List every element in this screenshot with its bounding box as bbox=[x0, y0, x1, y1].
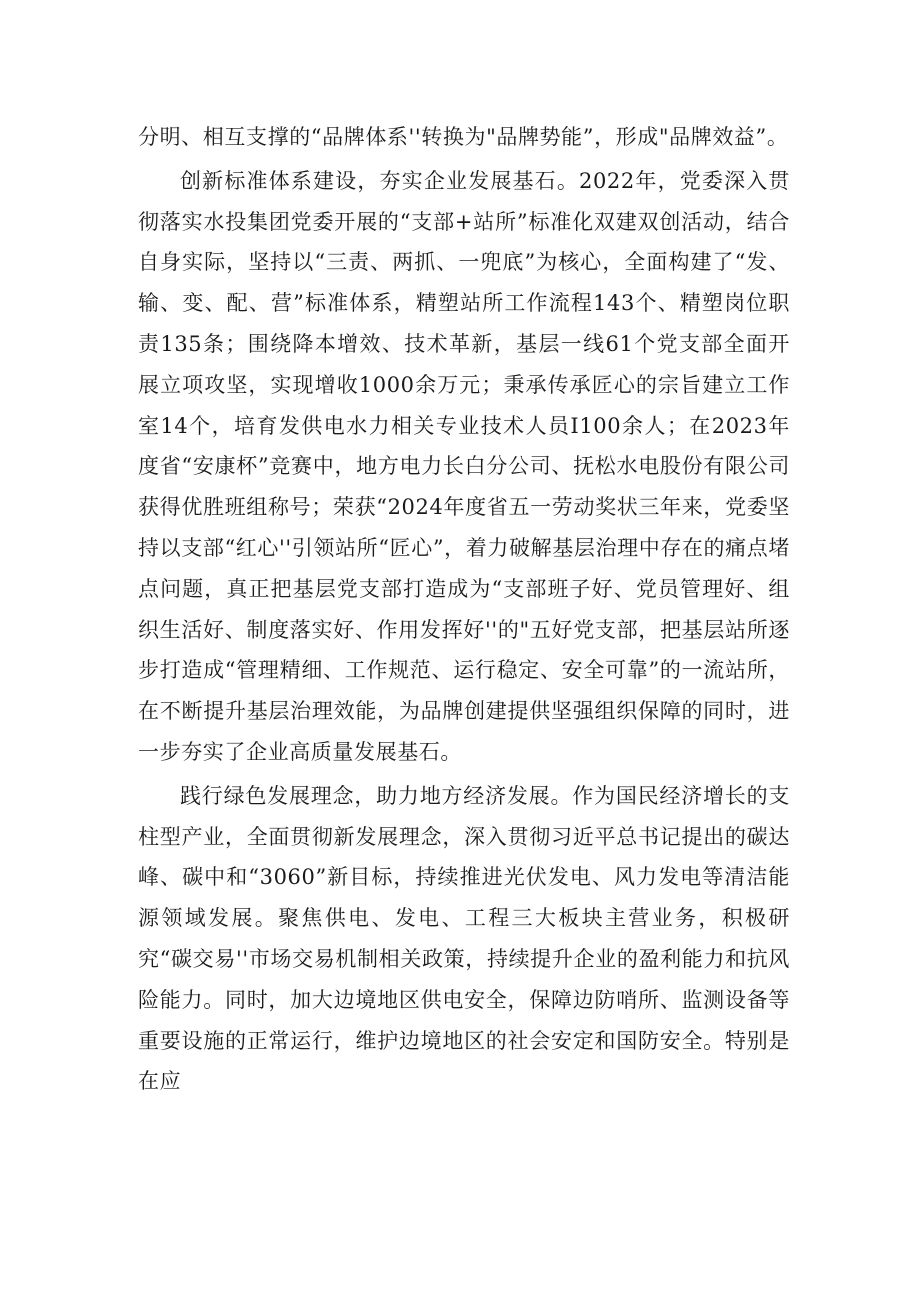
paragraph-1: 分明、相互支撑的“品牌体系''转换为"品牌势能”，形成"品牌效益”。 bbox=[138, 125, 789, 149]
paragraph-3: 践行绿色发展理念，助力地方经济发展。作为国民经济增长的支柱型产业，全面贯彻新发展理念，深入贯彻习近平总书记提出的碳达峰、碳中和“3060”新目标，持续推进光伏发电、风力发电等清洁能源领域发展。聚焦供电、发电、工程三大板块主营业务，积极研究“碳交易''市场交易机制相关政策，持续提升企业的盈利能力和抗风险能力。同时，加大边境地区供电安全，保障边防哨所、监测设备等重要设施的正常运行，维护边境地区的社会安定和国防安全。特别是在应 bbox=[138, 783, 790, 1094]
paragraph-2: 创新标准体系建设，夯实企业发展基石。2022年，党委深入贯彻落实水投集团党委开展的“支部+站所”标准化双建双创活动，结合自身实际，坚持以“三责、两抓、一兜底”为核心，全面构建了“发、输、变、配、营”标准体系，精塑站所工作流程143个、精塑岗位职责135条；围绕降本增效、技术革新，基层一线61个党支部全面开展立项攻坚，实现增收1000余万元；秉承传承匠心的宗旨建立工作室14个，培育发供电水力相关专业技术人员I100余人；在2023年度省“安康杯”竞赛中，地方电力长白分公司、抚松水电股份有限公司获得优胜班组称号；荣获“2024年度省五一劳动奖状三年来，党委坚持以支部“红心''引领站所“匠心”，着力破解基层治理中存在的痛点堵点问题，真正把基层党支部打造成为“支部班子好、党员管理好、组织生活好、制度落实好、作用发挥好''的"五好党支部，把基层站所逐步打造成“管理精细、工作规范、运行稳定、安全可靠”的一流站所，在不断提升基层治理效能，为品牌创建提供坚强组织保障的同时，进一步夯实了企业高质量发展基石。 bbox=[138, 168, 790, 764]
document-body bbox=[138, 117, 790, 1105]
